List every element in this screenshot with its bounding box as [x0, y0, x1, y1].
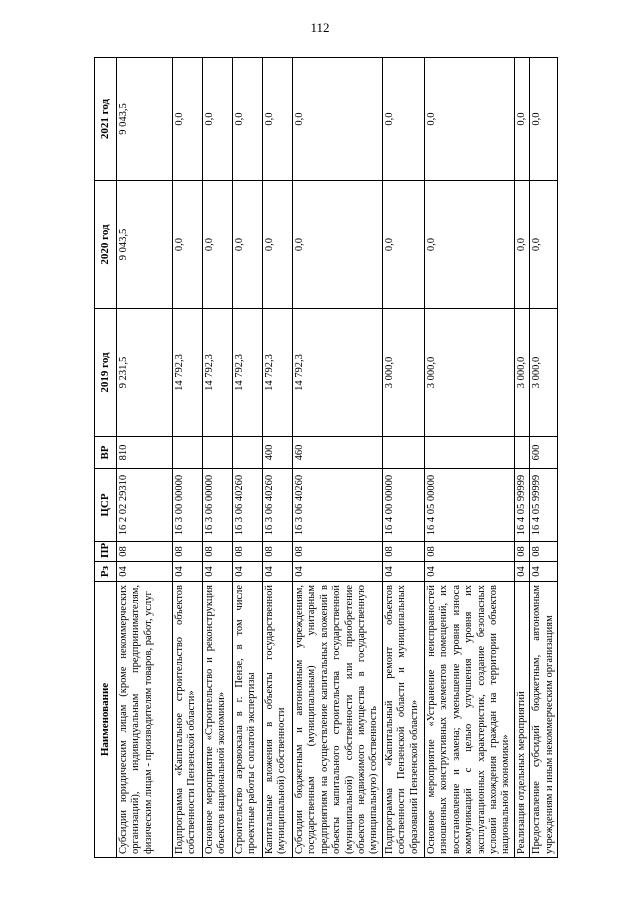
cell-csr: 16 2 02 29310: [117, 469, 173, 542]
cell-2019: 14 792,3: [263, 309, 293, 437]
cell-2021: 0,0: [233, 58, 263, 181]
cell-2019: 3 000,0: [383, 309, 425, 437]
cell-2020: 0,0: [515, 181, 530, 309]
table-row: [117, 58, 173, 858]
cell-pr: 08: [425, 542, 515, 562]
cell-rz: 04: [425, 562, 515, 582]
cell-csr: 16 3 06 40260: [233, 469, 263, 542]
table-row: [203, 58, 233, 858]
header-name: Наименование: [95, 582, 117, 858]
cell-vr: 400: [263, 437, 293, 469]
cell-pr: 08: [117, 542, 173, 562]
cell-rz: 04: [530, 562, 558, 582]
table-row: [383, 58, 425, 858]
cell-2019: 14 792,3: [173, 309, 203, 437]
cell-vr: [383, 437, 425, 469]
cell-name: Субсидии бюджетным и автономным учреждениям, государственным (муниципальным) унитарным предприятиям на осуществление капитальных вложений в объекты капитального строительства государственной (муниципальной) собственности или приобретение объектов недвижимого имущества в государственную (муниципальную) собственность: [293, 582, 383, 858]
cell-pr: 08: [383, 542, 425, 562]
cell-csr: 16 3 06 00000: [203, 469, 233, 542]
cell-rz: 04: [203, 562, 233, 582]
cell-2020: 0,0: [233, 181, 263, 309]
cell-2019: 3 000,0: [515, 309, 530, 437]
cell-name: Капитальные вложения в объекты государственной (муниципальной) собственности: [263, 582, 293, 858]
cell-2019: 14 792,3: [233, 309, 263, 437]
table-row: [515, 58, 530, 858]
cell-2020: 0,0: [425, 181, 515, 309]
table-row: [233, 58, 263, 858]
cell-2021: 0,0: [173, 58, 203, 181]
table-row: [530, 58, 558, 858]
cell-2019: 14 792,3: [293, 309, 383, 437]
cell-name: Основное мероприятие «Строительство и реконструкция объектов национальной экономики»: [203, 582, 233, 858]
cell-2021: 0,0: [203, 58, 233, 181]
cell-vr: 460: [293, 437, 383, 469]
cell-2019: 9 231,5: [117, 309, 173, 437]
cell-csr: 16 3 00 00000: [173, 469, 203, 542]
cell-2020: 0,0: [203, 181, 233, 309]
cell-2020: 0,0: [383, 181, 425, 309]
cell-csr: 16 3 06 40260: [263, 469, 293, 542]
table-row: [173, 58, 203, 858]
cell-rz: 04: [293, 562, 383, 582]
cell-csr: 16 3 06 40260: [293, 469, 383, 542]
rotated-table-container: [94, 58, 555, 858]
cell-name: Субсидии юридическим лицам (кроме некоммерческих организаций), индивидуальным предпринимателям, физическим лицам - производителям товаров, работ, услуг: [117, 582, 173, 858]
header-rz: Рз: [95, 562, 117, 582]
cell-vr: 810: [117, 437, 173, 469]
cell-csr: 16 4 05 00000: [425, 469, 515, 542]
cell-2021: 0,0: [293, 58, 383, 181]
cell-rz: 04: [173, 562, 203, 582]
cell-2021: 9 043,5: [117, 58, 173, 181]
cell-rz: 04: [233, 562, 263, 582]
cell-2020: 0,0: [173, 181, 203, 309]
cell-2021: 0,0: [383, 58, 425, 181]
budget-table: [94, 57, 558, 858]
table-row: [293, 58, 383, 858]
cell-2020: 0,0: [263, 181, 293, 309]
page-number: 112: [310, 20, 330, 35]
cell-rz: 04: [515, 562, 530, 582]
cell-csr: 16 4 05 99999: [530, 469, 558, 542]
cell-vr: 600: [530, 437, 558, 469]
cell-csr: 16 4 00 00000: [383, 469, 425, 542]
cell-csr: 16 4 05 99999: [515, 469, 530, 542]
cell-pr: 08: [530, 542, 558, 562]
cell-2021: 0,0: [263, 58, 293, 181]
cell-pr: 08: [263, 542, 293, 562]
cell-vr: [233, 437, 263, 469]
cell-name: Предоставление субсидий бюджетным, автономным учреждениям и иным некоммерческим организациям: [530, 582, 558, 858]
header-vr: ВР: [95, 437, 117, 469]
cell-pr: 08: [173, 542, 203, 562]
cell-pr: 08: [233, 542, 263, 562]
header-2021: 2021 год: [95, 58, 117, 181]
cell-2019: 3 000,0: [425, 309, 515, 437]
cell-name: Реализация отдельных мероприятий: [515, 582, 530, 858]
cell-name: Подпрограмма «Капитальное строительство объектов собственности Пензенской области»: [173, 582, 203, 858]
cell-vr: [173, 437, 203, 469]
cell-name: Основное мероприятие «Устранение неисправностей изношенных конструктивных элементов помещений, их восстановление и замена; уменьшение уровня износа коммуникаций с целью улучшения уровня их эксплуатационных характеристик, создание безопасных условий нахождения граждан на территории объектов национальной экономики»: [425, 582, 515, 858]
cell-name: Подпрограмма «Капитальный ремонт объектов собственности Пензенской области и муниципальных образований Пензенской области»: [383, 582, 425, 858]
cell-2021: 0,0: [425, 58, 515, 181]
cell-2020: 0,0: [530, 181, 558, 309]
table-row: [263, 58, 293, 858]
cell-pr: 08: [203, 542, 233, 562]
cell-2019: 14 792,3: [203, 309, 233, 437]
cell-rz: 04: [383, 562, 425, 582]
header-csr: ЦСР: [95, 469, 117, 542]
cell-2020: 9 043,5: [117, 181, 173, 309]
cell-pr: 08: [293, 542, 383, 562]
header-pr: ПР: [95, 542, 117, 562]
cell-2019: 3 000,0: [530, 309, 558, 437]
table-header-row: [95, 58, 117, 858]
cell-name: Строительство аэровокзала в г. Пензе, в том числе проектные работы с оплатой экспертизы: [233, 582, 263, 858]
cell-vr: [515, 437, 530, 469]
header-2019: 2019 год: [95, 309, 117, 437]
cell-vr: [425, 437, 515, 469]
cell-2020: 0,0: [293, 181, 383, 309]
cell-2021: 0,0: [530, 58, 558, 181]
cell-rz: 04: [117, 562, 173, 582]
cell-2021: 0,0: [515, 58, 530, 181]
cell-rz: 04: [263, 562, 293, 582]
cell-vr: [203, 437, 233, 469]
cell-pr: 08: [515, 542, 530, 562]
header-2020: 2020 год: [95, 181, 117, 309]
table-row: [425, 58, 515, 858]
